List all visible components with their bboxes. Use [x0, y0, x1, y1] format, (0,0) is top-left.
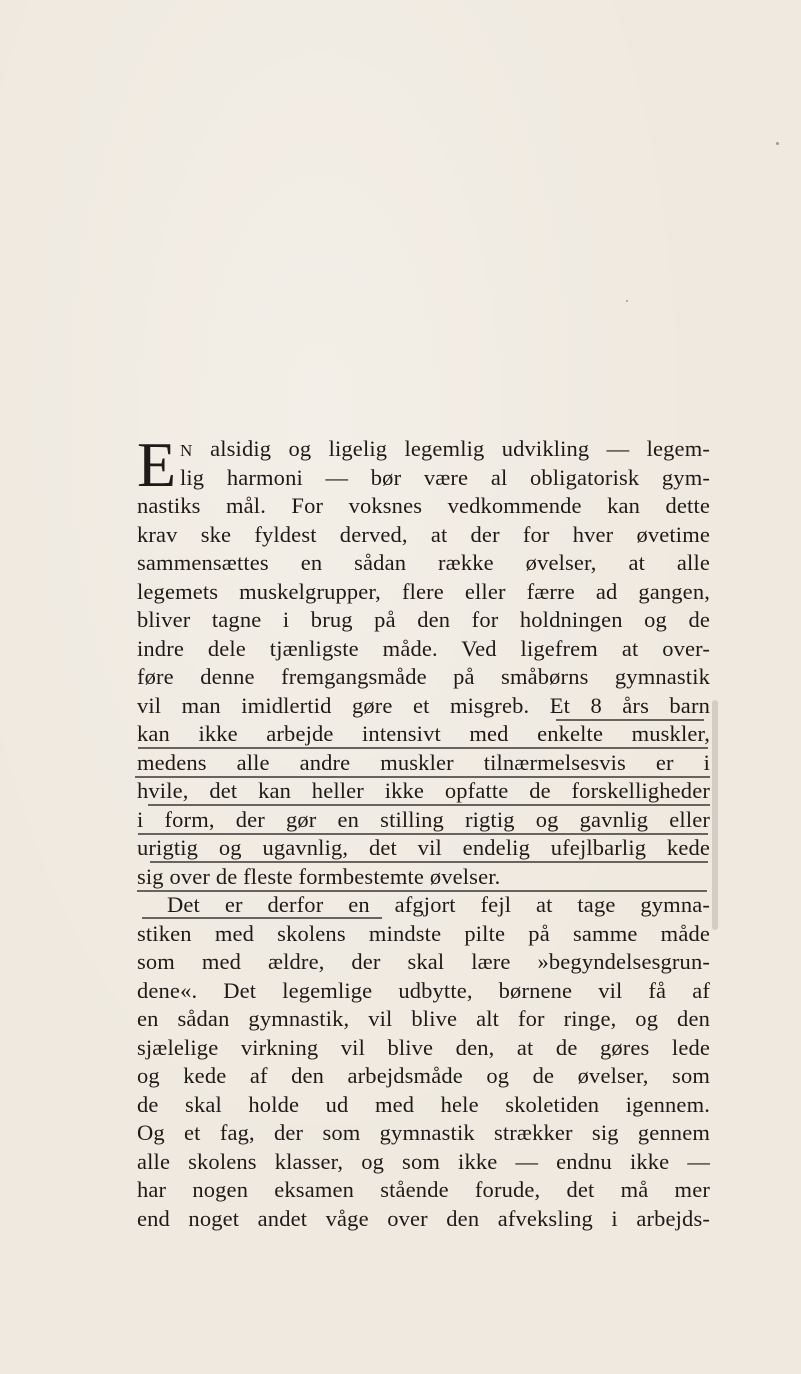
text-line: Det er derfor en afgjort fejl at tage gymna- — [167, 892, 710, 917]
text-line: bliver tagne i brug på den for holdningen og de — [137, 607, 710, 632]
text-line: dene«. Det legemlige udbytte, børnene vil få af — [137, 977, 710, 1003]
pencil-underline — [138, 747, 708, 749]
text-line: som med ældre, der skal lære »begyndelsesgrun- — [137, 949, 710, 974]
margin-mark — [712, 700, 718, 930]
text-line: indre dele tjænligste måde. Ved ligefrem at over- — [137, 635, 710, 661]
text-line: en sådan gymnastik, vil blive alt for ringe, og den — [137, 1006, 710, 1031]
line-text: alsidig og ligelig legemlig udvikling — legem- — [210, 436, 710, 461]
text-line: og kede af den arbejdsmåde og de øvelser, som — [137, 1063, 710, 1088]
text-line: i form, der gør en stilling rigtig og gavnlig eller — [137, 806, 710, 832]
text-line: medens alle andre muskler tilnærmelsesvis er i — [137, 749, 710, 775]
pencil-underline — [150, 861, 708, 863]
text-line: krav ske fyldest derved, at der for hver øvetime — [137, 521, 710, 547]
text-line: lig harmoni — bør være al obligatorisk gym- — [180, 464, 710, 490]
pencil-underline — [135, 776, 710, 778]
text-line: de skal holde ud med hele skoletiden igennem. — [137, 1091, 710, 1117]
text-line: end noget andet våge over den afveksling i arbejds- — [137, 1205, 710, 1231]
pencil-underline — [148, 804, 710, 806]
text-line: sammensættes en sådan række øvelser, at alle — [137, 550, 710, 575]
text-line: hvile, det kan heller ikke opfatte de forskelligheder — [137, 778, 710, 803]
text-line: kan ikke arbejde intensivt med enkelte muskler, — [137, 721, 710, 746]
paper-speck — [776, 142, 779, 145]
drop-cap: E — [137, 429, 177, 500]
text-line: urigtig og ugavnlig, det vil endelig ufejlbarlig kede — [137, 835, 710, 860]
text-line: føre denne fremgangsmåde på småbørns gymnastik — [137, 664, 710, 689]
first-word-rest: N — [180, 441, 193, 460]
text-line: Og et fag, der som gymnastik strækker sig gennem — [137, 1120, 710, 1145]
text-line: sjælelige virkning vil blive den, at de gøres lede — [137, 1034, 710, 1060]
pencil-underline — [138, 833, 708, 835]
pencil-underline — [556, 719, 704, 721]
text-line: nastiks mål. For voksnes vedkommende kan dette — [137, 493, 710, 518]
text-line: har nogen eksamen stående forude, det må mer — [137, 1177, 710, 1202]
text-line — [137, 435, 710, 464]
paper-speck — [626, 300, 628, 302]
text-line: vil man imidlertid gøre et misgreb. Et 8 års barn — [137, 692, 710, 718]
text-line: sig over de fleste formbestemte øvelser. — [137, 863, 501, 889]
pencil-underline — [142, 917, 382, 919]
text-line: alle skolens klasser, og som ikke — endnu ikke — — [137, 1148, 710, 1174]
pencil-underline — [137, 890, 707, 892]
text-line: stiken med skolens mindste pilte på samme måde — [137, 920, 710, 946]
text-line: legemets muskelgrupper, flere eller færre ad gangen, — [137, 578, 710, 604]
